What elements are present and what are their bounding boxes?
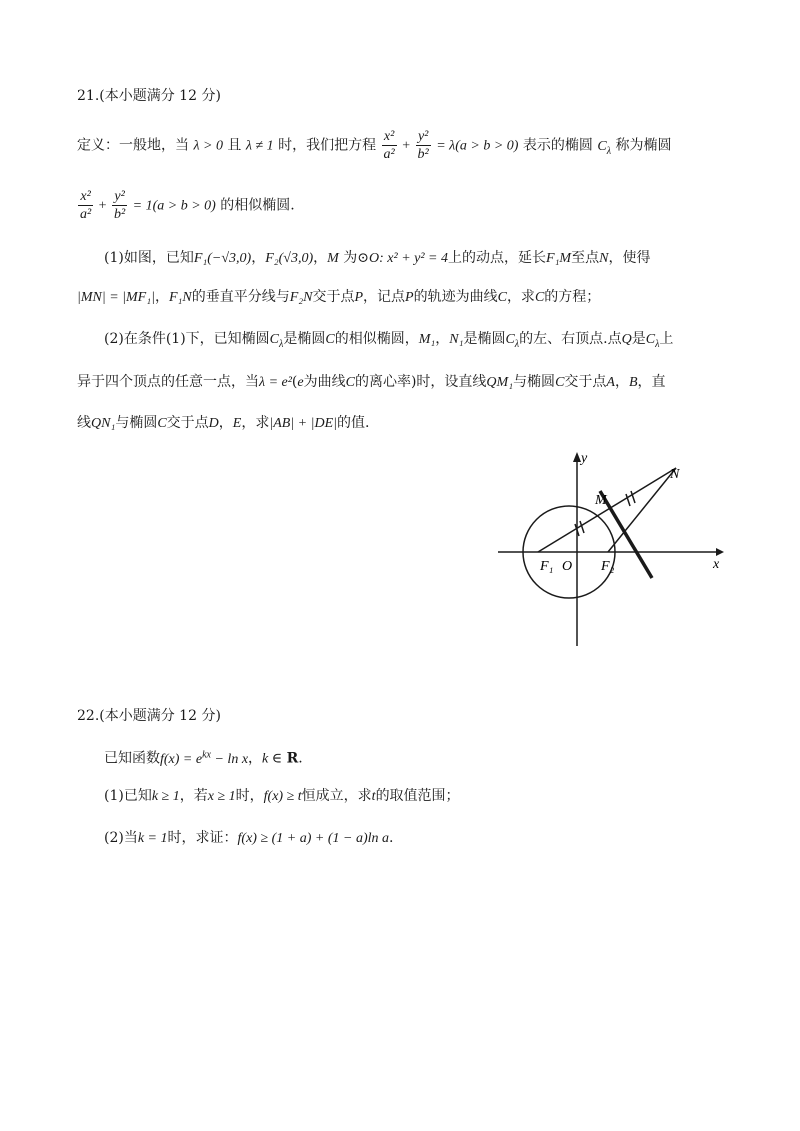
segment-F2N	[608, 468, 676, 552]
q21-definition-line1: 定义：一般地，当 λ > 0 且 λ ≠ 1 时，我们把方程 $\frac{\text{x²}}{\text{a²}}$ + $\frac{\text{y²}}{\text{b²}}$ = λ(a > b > 0) 表示的椭圆 $C_\lambda$ 称为椭圆	[77, 129, 672, 162]
math: = 1(a > b > 0)	[132, 198, 216, 214]
label-y: y	[581, 451, 588, 466]
fraction-x: $\frac{\text{x²}}{\text{a²}}$	[383, 129, 395, 162]
text: 称为椭圆	[615, 137, 672, 154]
C-lambda: $C_\lambda$	[597, 138, 612, 157]
label-O: O	[562, 559, 573, 574]
math: λ ≠ 1	[245, 138, 274, 154]
q21-part1-line2: |MN| = |MF₁|，F₁N的垂直平分线与F₂N交于点P，记点P的轨迹为曲线C，求C的方程；	[77, 289, 601, 305]
label-M: M	[595, 493, 607, 508]
label-N: N	[670, 467, 680, 482]
q21-part2-line1: (2)在条件(1)下，已知椭圆$C_\lambda$是椭圆C的相似椭圆，M₁，N₁是椭圆$C_\lambda$的左、右顶点.点Q是$C_\lambda$上	[104, 331, 674, 350]
q21-definition-line2: $\frac{\text{x²}}{\text{a²}}$ + $\frac{\text{y²}}{\text{b²}}$ = 1(a > b > 0) 的相似椭圆.	[80, 189, 295, 222]
text: 表示的椭圆	[522, 137, 593, 154]
text: 定义：一般地，当	[77, 137, 189, 154]
fraction-y: $\frac{\text{y²}}{\text{b²}}$	[114, 189, 126, 222]
label-x: x	[713, 557, 720, 572]
label-F1: F₁	[540, 559, 554, 574]
text: 的相似椭圆.	[220, 197, 295, 214]
q22-part1: (1)已知k ≥ 1，若x ≥ 1时，f(x) ≥ t恒成立，求t的取值范围；	[104, 788, 460, 804]
math: λ > 0	[193, 138, 223, 154]
q22-header: 22.(本小题满分 12 分)	[77, 708, 221, 724]
math: = λ(a > b > 0)	[436, 138, 519, 154]
q21-header: 21.(本小题满分 12 分)	[77, 88, 221, 104]
segment-F1N	[538, 468, 676, 552]
q22-given: 已知函数$f(x) = e^{kx} - \ln x$，k ∈ R.	[104, 749, 303, 767]
text: 且	[227, 137, 242, 154]
q21-part2-line2: 异于四个顶点的任意一点，当λ = e²(e为曲线C的离心率)时，设直线QM₁与椭圆C交于点A，B，直	[77, 374, 666, 390]
q21-part2-line3: 线QN₁与椭圆C交于点D，E，求|AB| + |DE|的值.	[77, 415, 370, 431]
tick-mark	[580, 521, 584, 533]
text: 时，我们把方程	[278, 137, 377, 154]
y-axis-arrow	[573, 452, 581, 462]
q22-part2: (2)当k = 1时，求证：f(x) ≥ (1 + a) + (1 − a)ln a.	[104, 830, 394, 846]
geometry-figure	[498, 448, 730, 648]
q21-part1-line1: (1)如图，已知F₁(−√3,0)，F₂(√3,0)，M 为⊙O: x² + y² = 4上的动点，延长F₁M至点N，使得	[104, 250, 651, 266]
fraction-x: $\frac{\text{x²}}{\text{a²}}$	[80, 189, 92, 222]
fraction-y: $\frac{\text{y²}}{\text{b²}}$	[417, 129, 429, 162]
label-F2: F₂	[601, 559, 615, 574]
x-axis-arrow	[716, 548, 724, 556]
